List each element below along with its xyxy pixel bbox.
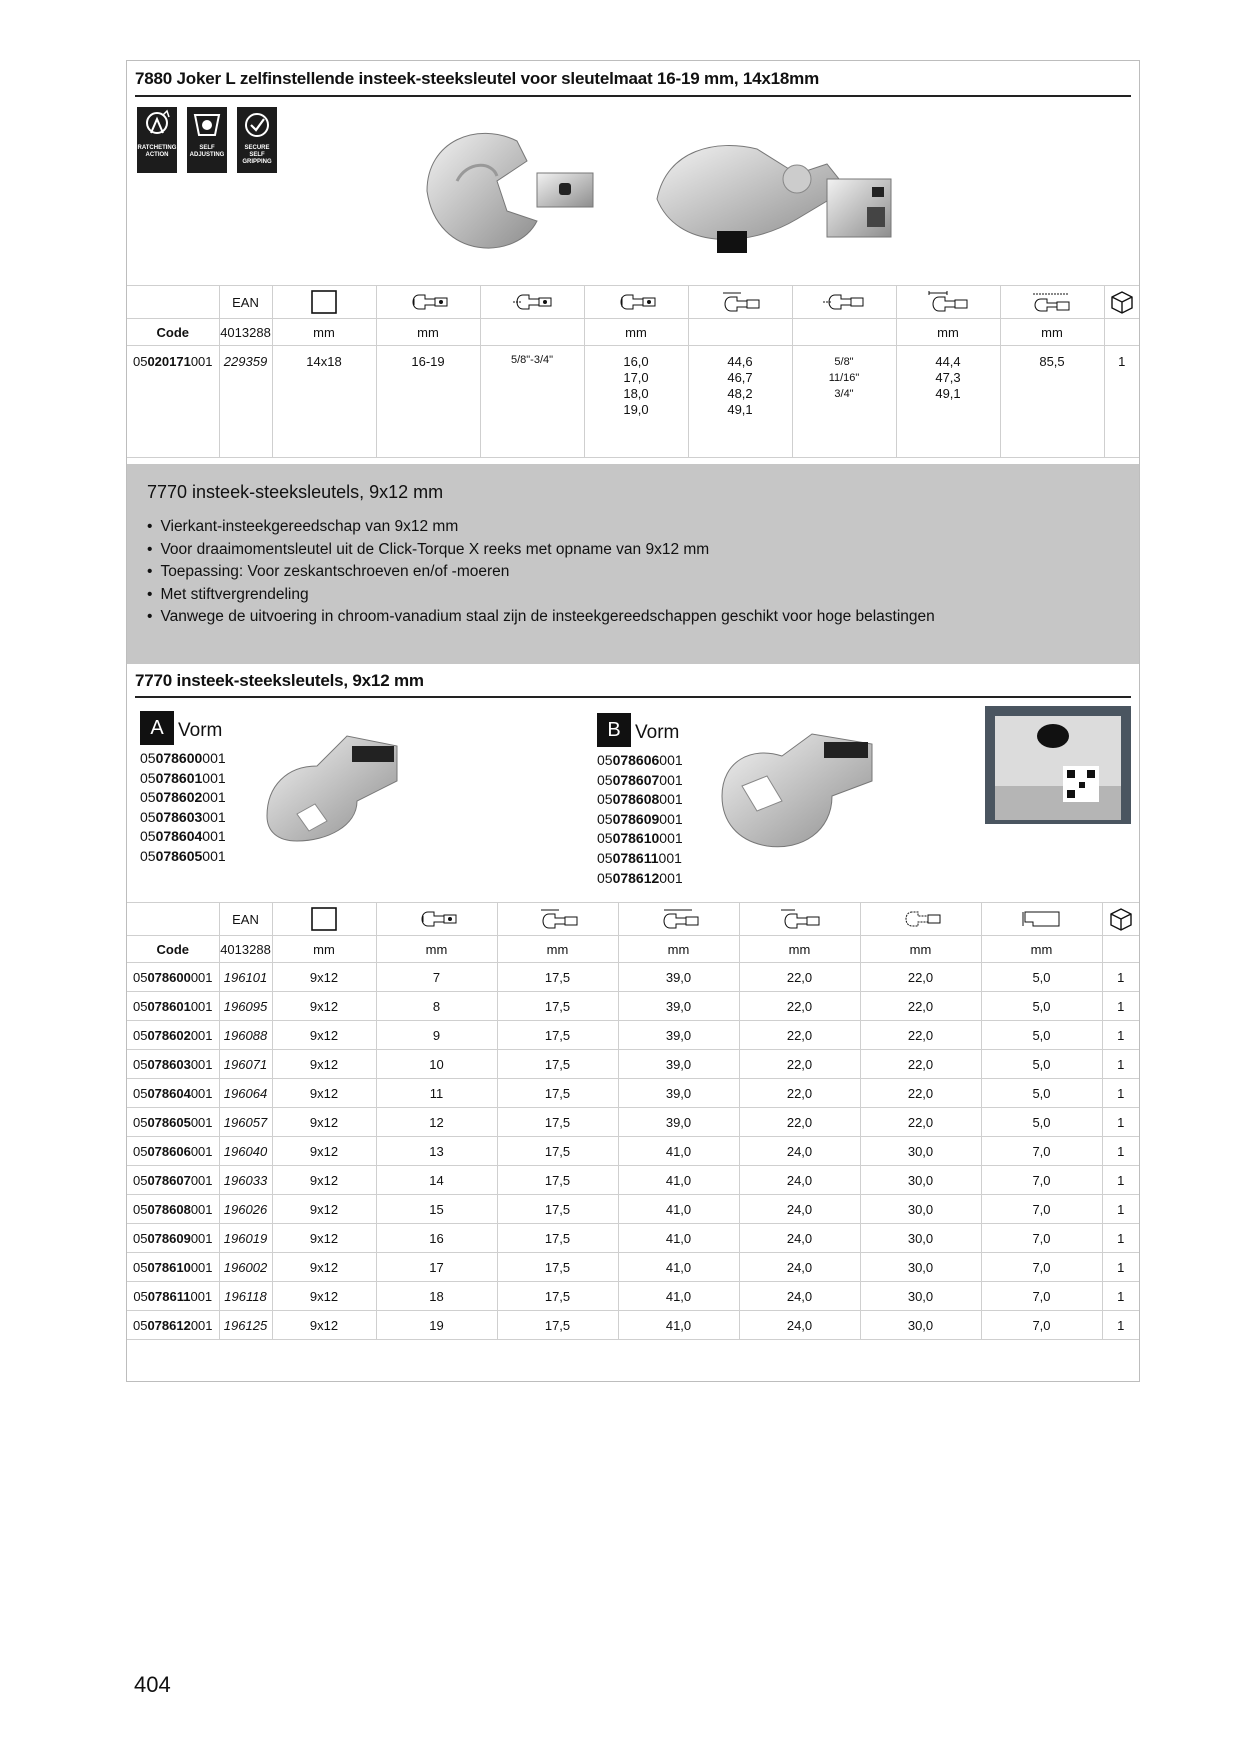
thickness-icon [1019,908,1065,930]
head-diameter-value: 30,0 [860,1166,981,1195]
square-value: 9x12 [272,1021,376,1050]
info-bullet: • Vierkant-insteekgereedschap van 9x12 mm [147,516,935,539]
head-length-value: 39,0 [618,1021,739,1050]
wrench-table-body [127,963,1139,1340]
size-inch-value: 5/8"-3/4" [480,346,584,458]
square-value: 9x12 [272,1224,376,1253]
ean-code: 196125 [219,1311,272,1340]
square-value: 14x18 [272,346,376,458]
article-code: 05078612001 [127,1311,219,1340]
unit-cell: mm [896,319,1000,346]
article-code: 05078602001 [127,1021,219,1050]
secure-self-gripping-badge [237,107,277,173]
head-width-values: 44,6 46,7 48,2 49,1 [688,346,792,458]
section2-title: 7770 insteek-steeksleutels, 9x12 mm [135,671,424,690]
unit-cell: mm [272,319,376,346]
ean-code: 196019 [219,1224,272,1253]
article-code: 05078603001 [127,1050,219,1079]
secure-self-gripping-icon [237,107,277,143]
head-diameter-value: 22,0 [860,1079,981,1108]
head-length-values: 44,4 47,3 49,1 [896,346,1000,458]
thickness-value: 5,0 [981,1108,1102,1137]
unit-cell: mm [981,936,1102,963]
info-title: 7770 insteek-steeksleutels, 9x12 mm [147,482,444,502]
list-item: 05078608001 [597,791,683,808]
vorm-b-block [597,713,683,888]
size-value: 13 [376,1137,497,1166]
head-length-value: 41,0 [618,1282,739,1311]
pack-value: 1 [1118,354,1126,369]
ean-prefix: 4013288 [219,319,272,346]
size-value: 8 [376,992,497,1021]
product-info-box [127,464,1139,664]
square-value: 9x12 [272,992,376,1021]
head-width-value: 17,5 [497,1311,618,1340]
head-diameter-value: 30,0 [860,1282,981,1311]
square-value: 9x12 [272,1137,376,1166]
head-length-value: 39,0 [618,1108,739,1137]
package-box-icon [1109,289,1135,315]
thickness-value: 7,0 [981,1166,1102,1195]
table-row [127,1253,1139,1282]
unit-cell: mm [1000,319,1104,346]
head-width-value: 17,5 [497,1253,618,1282]
square-value: 9x12 [272,1253,376,1282]
ean-code: 196101 [219,963,272,992]
info-bullet: • Vanwege de uitvoering in chroom-vanadium staal zijn de insteekgereedschappen geschikt voor hoge belastingen [147,606,935,629]
ean-header: EAN [219,903,272,936]
square-drive-icon [310,289,338,315]
article-code: 05078607001 [127,1166,219,1195]
pack-value: 1 [1102,963,1139,992]
pack-value: 1 [1102,1166,1139,1195]
mouth-length-value: 22,0 [739,963,860,992]
article-code: 05078609001 [127,1224,219,1253]
head-length-header [618,903,739,936]
list-item: 05078604001 [140,828,226,845]
thickness-value: 5,0 [981,992,1102,1021]
page-number: 404 [134,1672,171,1697]
square-drive-icon [310,906,338,932]
mouth-length-value: 22,0 [739,1079,860,1108]
mouth-values: 16,0 17,0 18,0 19,0 [584,346,688,458]
table-row [127,1195,1139,1224]
head-length-value: 41,0 [618,1137,739,1166]
square-value: 9x12 [272,1079,376,1108]
vorm-a-word: Vorm [178,720,223,741]
head-diameter-value: 30,0 [860,1195,981,1224]
open-end-size-inch-icon [509,291,555,313]
head-length-value: 41,0 [618,1166,739,1195]
thickness-value: 7,0 [981,1282,1102,1311]
head-width-value: 17,5 [497,992,618,1021]
joker-wrench-image-front [397,121,597,261]
badge-label: SELF ADJUSTING [189,145,225,158]
head-diameter-value: 22,0 [860,1021,981,1050]
mouth-header [584,286,688,319]
table-row [127,1021,1139,1050]
section1-title: 7880 Joker L zelfinstellende insteek-steeksleutel voor sleutelmaat 16-19 mm, 14x18mm [135,69,820,88]
head-width-inch-values: 5/8" 11/16" 3/4" [792,346,896,458]
joker-wrench-image-side [647,119,897,269]
mouth-length-value: 24,0 [739,1253,860,1282]
self-adjusting-icon [187,107,227,143]
wrench-size-header [376,286,480,319]
list-item: 05078601001 [140,769,226,786]
square-value: 9x12 [272,1108,376,1137]
head-width-value: 17,5 [497,1224,618,1253]
head-diameter-value: 30,0 [860,1253,981,1282]
vorm-b-letter: B [597,713,631,747]
ean-code: 196026 [219,1195,272,1224]
ean-code: 196033 [219,1166,272,1195]
unit-cell: mm [618,936,739,963]
mouth-length-value: 22,0 [739,1050,860,1079]
head-diameter-value: 30,0 [860,1224,981,1253]
size-value: 7 [376,963,497,992]
head-diameter-value: 30,0 [860,1311,981,1340]
ean-code: 229359 [219,346,272,458]
blank-header-cell [127,903,219,936]
head-width-icon [717,291,763,313]
thickness-header [981,903,1102,936]
unit-cell [480,319,584,346]
unit-cell: mm [739,936,860,963]
mouth-length-value: 24,0 [739,1195,860,1224]
head-width-value: 17,5 [497,1137,618,1166]
unit-cell [688,319,792,346]
head-length-header [896,286,1000,319]
head-diameter-header [860,903,981,936]
ratcheting-action-badge [137,107,177,173]
packaging-header [1104,286,1139,319]
unit-cell: mm [860,936,981,963]
list-item: 05078605001 [140,847,226,864]
mouth-length-header [739,903,860,936]
thickness-value: 7,0 [981,1195,1102,1224]
unit-cell: mm [497,936,618,963]
section1-rule [135,95,1131,97]
ean-code: 196064 [219,1079,272,1108]
table-row [127,1079,1139,1108]
vorm-b-wrench-image [712,726,882,856]
total-length-header [1000,286,1104,319]
ean-code: 196118 [219,1282,272,1311]
table-row [127,1282,1139,1311]
head-width-inch-header [792,286,896,319]
mouth-length-value: 24,0 [739,1137,860,1166]
size-value: 16 [376,1224,497,1253]
head-diameter-value: 22,0 [860,1050,981,1079]
head-width-value: 17,5 [497,1021,618,1050]
head-width-value: 17,5 [497,1195,618,1224]
thickness-value: 5,0 [981,1050,1102,1079]
spacer-row [127,1340,1139,1376]
list-item: 05078602001 [140,789,226,806]
code-header: Code [127,319,219,346]
badge-label: SECURE SELF GRIPPING [242,145,272,165]
article-code: 05078601001 [127,992,219,1021]
ean-code: 196095 [219,992,272,1021]
head-width-header [497,903,618,936]
square-value: 9x12 [272,1195,376,1224]
article-code: 05078611001 [127,1282,219,1311]
unit-cell: mm [272,936,376,963]
head-length-value: 41,0 [618,1253,739,1282]
mouth-length-value: 22,0 [739,1021,860,1050]
vorm-a-wrench-image [257,726,407,846]
mouth-length-value: 24,0 [739,1282,860,1311]
square-value: 9x12 [272,1166,376,1195]
size-value: 15 [376,1195,497,1224]
catalog-frame [126,60,1140,1382]
size-value: 18 [376,1282,497,1311]
table-row [127,1224,1139,1253]
feature-badges [137,107,277,173]
package-box-icon [1108,906,1134,932]
size-value: 17 [376,1253,497,1282]
head-length-icon [925,291,971,313]
size-mm-value: 16-19 [376,346,480,458]
head-width-value: 17,5 [497,963,618,992]
mouth-length-value: 24,0 [739,1166,860,1195]
head-length-value: 39,0 [618,992,739,1021]
size-value: 9 [376,1021,497,1050]
table-row [127,1166,1139,1195]
ean-code: 196002 [219,1253,272,1282]
total-length-icon [1029,291,1075,313]
head-width-icon [535,908,581,930]
table-row [127,1108,1139,1137]
table-row [127,346,1139,458]
head-length-value: 39,0 [618,963,739,992]
thickness-value: 7,0 [981,1137,1102,1166]
square-drive-header [272,903,376,936]
head-width-value: 17,5 [497,1166,618,1195]
head-diameter-icon [898,908,944,930]
unit-cell: mm [376,936,497,963]
thickness-value: 5,0 [981,963,1102,992]
size-value: 11 [376,1079,497,1108]
pack-value: 1 [1102,1021,1139,1050]
head-diameter-value: 30,0 [860,1137,981,1166]
code-header: Code [127,936,219,963]
info-bullet: • Met stiftvergrendeling [147,584,935,607]
head-width-value: 17,5 [497,1079,618,1108]
blank-header-cell [127,286,219,319]
thickness-value: 5,0 [981,1079,1102,1108]
head-length-value: 41,0 [618,1224,739,1253]
pack-value: 1 [1102,1311,1139,1340]
pack-value: 1 [1102,1253,1139,1282]
head-length-value: 39,0 [618,1050,739,1079]
pack-value: 1 [1102,1108,1139,1137]
square-value: 9x12 [272,1050,376,1079]
wrench-spec-table [127,902,1139,1376]
article-code: 05078604001 [127,1079,219,1108]
head-length-value: 39,0 [618,1079,739,1108]
square-value: 9x12 [272,1311,376,1340]
list-item: 05078600001 [140,750,226,766]
head-diameter-value: 22,0 [860,1108,981,1137]
square-drive-header [272,286,376,319]
table-row [127,1050,1139,1079]
ratcheting-action-icon [137,107,177,143]
ean-header: EAN [219,286,272,319]
info-bullet: • Voor draaimomentsleutel uit de Click-Torque X reeks met opname van 9x12 mm [147,539,935,562]
thickness-value: 7,0 [981,1224,1102,1253]
size-value: 14 [376,1166,497,1195]
mouth-length-icon [777,908,823,930]
info-bullet: • Toepassing: Voor zeskantschroeven en/of -moeren [147,561,935,584]
article-code: 05078600001 [127,963,219,992]
section2-rule [135,696,1131,698]
pack-value: 1 [1102,1050,1139,1079]
thickness-value: 7,0 [981,1253,1102,1282]
size-value: 10 [376,1050,497,1079]
pack-value: 1 [1102,1282,1139,1311]
total-length-value: 85,5 [1000,346,1104,458]
list-item: 05078609001 [597,810,683,827]
packaging-header [1102,903,1139,936]
head-width-value: 17,5 [497,1050,618,1079]
unit-cell: mm [584,319,688,346]
pack-value: 1 [1102,1195,1139,1224]
pack-value: 1 [1102,1224,1139,1253]
head-length-value: 41,0 [618,1195,739,1224]
square-value: 9x12 [272,1282,376,1311]
self-adjusting-badge [187,107,227,173]
joker-spec-table [127,285,1139,484]
vorm-b-word: Vorm [635,722,680,743]
list-item: 05078610001 [597,830,683,847]
mouth-length-value: 24,0 [739,1311,860,1340]
list-item: 05078607001 [597,771,683,788]
article-code: 05078608001 [127,1195,219,1224]
list-item: 05078606001 [597,752,683,768]
size-value: 12 [376,1108,497,1137]
wrench-size-inch-header [480,286,584,319]
open-end-size-icon [414,908,460,930]
mouth-width-icon [613,291,659,313]
mouth-length-value: 24,0 [739,1224,860,1253]
article-code: 05078605001 [127,1108,219,1137]
head-width-value: 17,5 [497,1108,618,1137]
ean-code: 196088 [219,1021,272,1050]
head-width-inch-icon [821,291,867,313]
pack-value: 1 [1102,1137,1139,1166]
article-code: 05078610001 [127,1253,219,1282]
table-row [127,1137,1139,1166]
wrench-size-header [376,903,497,936]
mouth-length-value: 22,0 [739,1108,860,1137]
pin-lock-detail-image [985,706,1131,824]
list-item: 05078611001 [597,849,682,866]
head-length-icon [656,908,702,930]
square-value: 9x12 [272,963,376,992]
mouth-length-value: 22,0 [739,992,860,1021]
head-diameter-value: 22,0 [860,992,981,1021]
head-diameter-value: 22,0 [860,963,981,992]
unit-cell [1104,319,1139,346]
head-width-value: 17,5 [497,1282,618,1311]
list-item: 05078612001 [597,869,683,886]
ean-prefix: 4013288 [219,936,272,963]
list-item: 05078603001 [140,808,226,825]
info-bullets [147,516,935,629]
table-row [127,992,1139,1021]
table-row [127,963,1139,992]
pack-value: 1 [1102,1079,1139,1108]
unit-cell [792,319,896,346]
thickness-value: 5,0 [981,1021,1102,1050]
table-row [127,1311,1139,1340]
ean-code: 196071 [219,1050,272,1079]
vorm-a-letter: A [140,711,174,745]
head-width-header [688,286,792,319]
badge-label: RATCHETING ACTION [137,145,177,158]
head-length-value: 41,0 [618,1311,739,1340]
pack-value: 1 [1102,992,1139,1021]
vorm-a-block [140,711,226,867]
size-value: 19 [376,1311,497,1340]
article-code: 05020171001 [127,346,219,458]
article-code: 05078606001 [127,1137,219,1166]
ean-code: 196057 [219,1108,272,1137]
open-end-size-icon [405,291,451,313]
thickness-value: 7,0 [981,1311,1102,1340]
ean-code: 196040 [219,1137,272,1166]
unit-cell [1102,936,1139,963]
unit-cell: mm [376,319,480,346]
